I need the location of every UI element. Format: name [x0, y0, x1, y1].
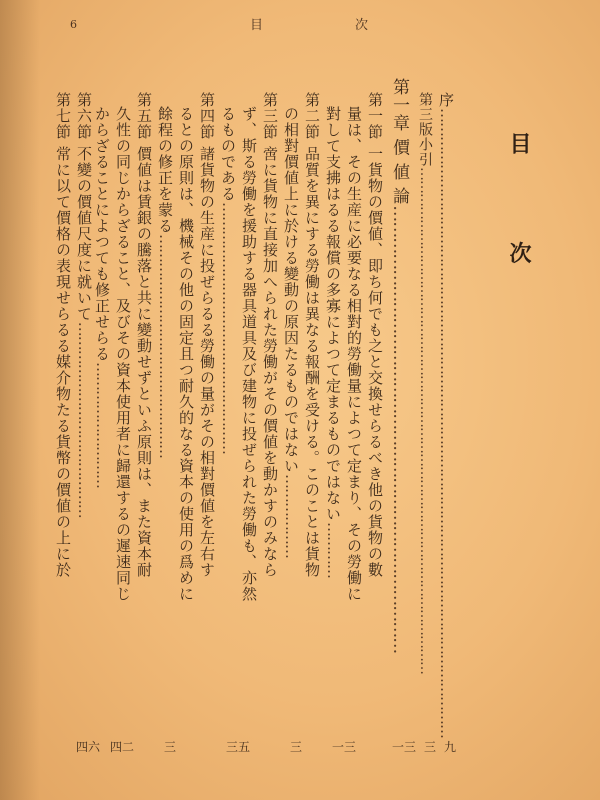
leader-dots: ………… — [324, 522, 342, 578]
entry-text: 第二節 品質を異にする勞働は異なる報酬を受ける。このことは貨物 — [303, 92, 321, 578]
leader-dots: ……………………………………………………………………………………………………………………… — [437, 108, 455, 738]
toc-section-1-line-2 — [346, 106, 361, 602]
binding-shadow — [0, 0, 40, 800]
toc-section-5-line-1 — [136, 92, 151, 578]
page-folio: 6 — [70, 18, 77, 31]
running-head-right: 次 — [355, 18, 369, 33]
toc-section-6 — [76, 92, 91, 518]
page-number: 三 — [164, 740, 177, 754]
leader-dots: ……………………… — [93, 362, 111, 488]
running-head-left: 目 — [250, 18, 264, 33]
toc-section-4-line-3 — [157, 106, 172, 458]
entry-text: るとの原則は、機械その他の固定且つ耐久的なる資本の使用の爲めに — [177, 106, 195, 602]
toc-section-4-line-1 — [199, 92, 214, 578]
toc-entry-preface — [438, 92, 453, 738]
toc-section-3-line-1 — [262, 92, 277, 578]
page-number: 一三 — [392, 740, 417, 754]
toc-section-3-line-3 — [220, 106, 235, 454]
toc-chapter-1 — [390, 78, 407, 653]
leader-dots: ………………………………………… — [156, 234, 174, 458]
page-number: 三 — [424, 740, 437, 754]
toc-section-5-line-3 — [94, 106, 109, 488]
entry-text: 對して支拂はるる報償の多寡によつて定まるものではない — [324, 106, 342, 522]
entry-text: 第一節 一貨物の價値、即ち何でも之と交換せらるべき他の貨物の數 — [366, 92, 384, 578]
entry-text: 序 — [437, 92, 455, 108]
toc-section-1-line-3 — [325, 106, 340, 578]
page-number: 四六 — [76, 740, 101, 754]
page-number: 一三 — [332, 740, 357, 754]
toc-section-7 — [55, 92, 70, 578]
entry-text: 第七節 常に以て價格の表現せらるる媒介物たる貨幣の價値の上に於 — [54, 92, 72, 578]
toc-section-1-line-1 — [367, 92, 382, 578]
leader-dots: ……………………………………………… — [219, 202, 237, 454]
toc-section-2-line-1 — [304, 92, 319, 578]
entry-text: 第三節 啻に貨物に直接加へられた勞働がその價値を動かすのみなら — [261, 92, 279, 578]
page-number: 三 — [290, 740, 303, 754]
entry-text: 第一章 價 値 論 — [389, 78, 409, 206]
leader-dots: ………………………………………………………………………… — [389, 205, 409, 654]
leader-dots: …………………………………… — [75, 321, 93, 518]
toc-section-2-line-2 — [283, 106, 298, 558]
page-number: 四二 — [110, 740, 135, 754]
entry-text: 第四節 諸貨物の生産に投ぜらるる勞働の量がその相對價値を左右す — [198, 92, 216, 578]
entry-text: 第六節 不變の價値尺度に就いて — [75, 92, 93, 322]
entry-text: 量は、その生産に必要なる相對的勞働量によつて定まり、その勞働に — [345, 106, 363, 602]
entry-text: 餘程の修正を蒙る — [156, 106, 174, 234]
leader-dots: ……………………………………………………………………………………………………… — [417, 167, 433, 674]
page-number: 九 — [444, 740, 457, 754]
toc-entry-third-edition — [418, 92, 432, 674]
page-number: 三五 — [226, 740, 251, 754]
entry-text: 第三版小引 — [417, 92, 433, 167]
entry-text: ず、斯る勞働を援助する器具道具及び建物に投ぜられた勞働も、亦然 — [240, 106, 258, 602]
leader-dots: ……………… — [282, 474, 300, 558]
toc-title: 目 次 — [506, 132, 532, 304]
entry-text: るものである — [219, 106, 237, 202]
entry-text: からざることによつても修正せらる — [93, 106, 111, 362]
toc-section-5-line-2 — [115, 106, 130, 602]
toc-section-3-line-2 — [241, 106, 256, 602]
entry-text: の相對價値上に於ける變動の原因たるものではない — [282, 106, 300, 474]
entry-text: 久性の同じからざること、及びその資本使用者に歸還するの遲速同じ — [114, 106, 132, 602]
entry-text: 第五節 價値は賃銀の騰落と共に變動せずといふ原則は、また資本耐 — [135, 92, 153, 578]
toc-section-4-line-2 — [178, 106, 193, 602]
